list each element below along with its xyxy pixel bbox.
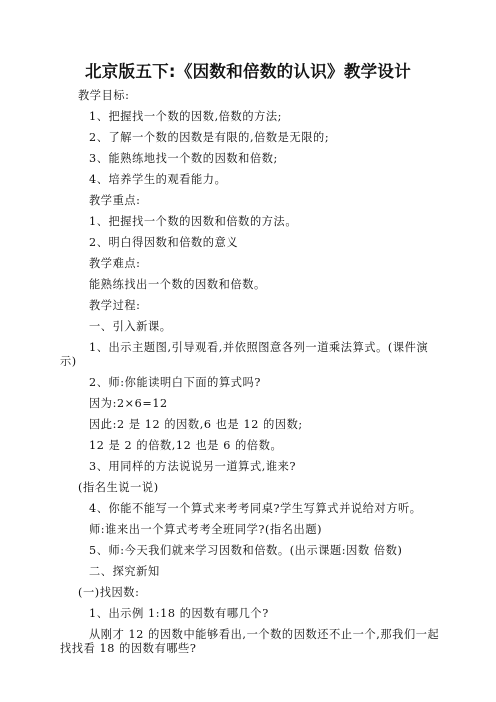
goal-item-2: 2、了解一个数的因数是有限的,倍数是无限的; [89, 131, 330, 144]
key-point-1: 1、把握找一个数的因数和倍数的方法。 [89, 215, 298, 228]
step-1-line: 1、出示主题图,引导观看,并依照图意各列一道乘法算式。(课件演 [89, 341, 429, 354]
subsection-find-factors: (一)找因数: [78, 586, 140, 599]
paragraph-line-2: 找找看 18 的因数有哪些? [60, 642, 197, 655]
goal-item-1: 1、把握找一个数的因数,倍数的方法; [89, 110, 283, 123]
key-point-2: 2、明白得因数和倍数的意义 [89, 236, 239, 249]
heading-difficulties: 教学难点: [89, 257, 141, 270]
section-intro: 一、引入新课。 [89, 320, 172, 333]
factor-statement: 因此:2 是 12 的因数,6 也是 12 的因数; [89, 418, 303, 431]
equation-line: 因为:2×6=12 [89, 397, 168, 410]
section-explore: 二、探究新知 [89, 565, 160, 578]
heading-teaching-goals: 教学目标: [78, 89, 130, 102]
teacher-question-line: 师:谁来出一个算式考考全班同学?(指名出题) [89, 523, 323, 536]
step-2-line: 2、师:你能读明白下面的算式吗? [89, 376, 261, 389]
step-3-note: (指名生说一说) [78, 481, 159, 494]
step-5-line: 5、师:今天我们就来学习因数和倍数。(出示课题:因数 倍数) [89, 544, 403, 557]
heading-teaching-process: 教学过程: [89, 299, 141, 312]
step-1-continuation: 示) [60, 355, 77, 368]
multiple-statement: 12 是 2 的倍数,12 也是 6 的倍数。 [89, 439, 283, 452]
step-3-line: 3、用同样的方法说说另一道算式,谁来? [89, 460, 297, 473]
step-4-line: 4、你能不能写一个算式来考考同桌?学生写算式并说给对方听。 [89, 502, 422, 515]
document-title: 北京版五下:《因数和倍数的认识》教学设计 [84, 62, 412, 81]
paragraph-line-1: 从刚才 12 的因数中能够看出,一个数的因数还不止一个,那我们一起 [89, 628, 440, 641]
example-1-line: 1、出示例 1:18 的因数有哪几个? [89, 607, 269, 620]
goal-item-4: 4、培养学生的观看能力。 [89, 173, 227, 186]
goal-item-3: 3、能熟练地找一个数的因数和倍数; [89, 152, 278, 165]
difficulty-text: 能熟练找出一个数的因数和倍数。 [89, 278, 266, 291]
heading-key-points: 教学重点: [89, 194, 141, 207]
